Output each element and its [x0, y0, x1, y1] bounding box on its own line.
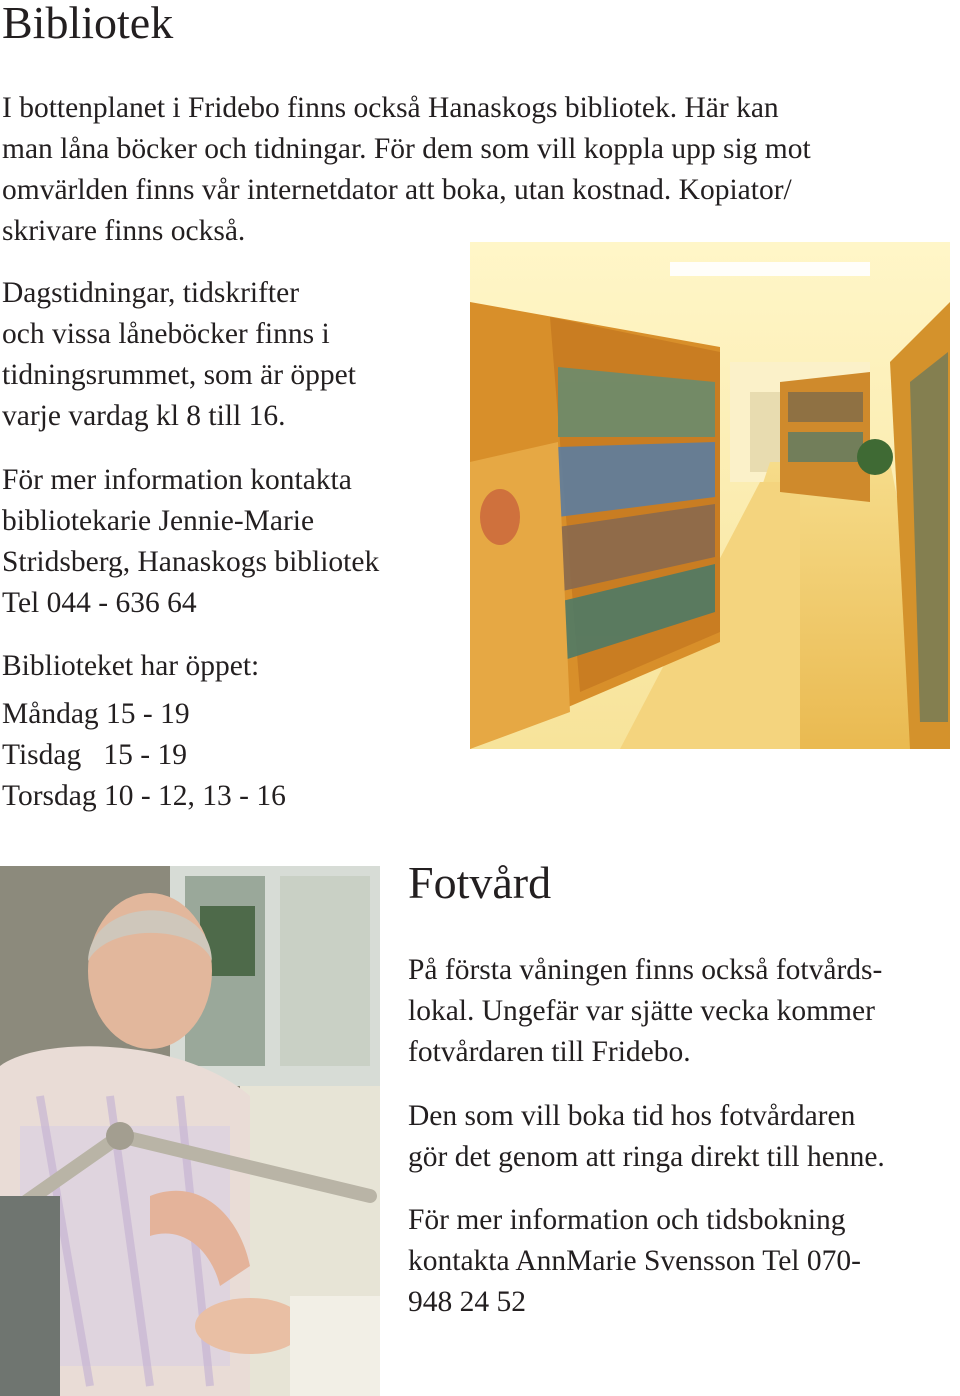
text-line: Den som vill boka tid hos fotvårdaren: [408, 1100, 856, 1132]
library-photo: [470, 242, 950, 749]
hours-heading: [2, 646, 259, 687]
text-line: Biblioteket har öppet:: [2, 650, 260, 682]
footcare-photo: [0, 866, 380, 1396]
library-heading: Bibliotek: [2, 0, 174, 48]
text-line: För mer information kontakta: [2, 464, 352, 496]
text-line: bibliotekarie Jennie-Marie: [2, 505, 315, 537]
text-line: omvärlden finns vår internetdator att boka, utan kostnad. Kopiator/: [2, 174, 792, 206]
text-line: gör det genom att ringa direkt till henne.: [408, 1141, 885, 1173]
opening-hours: [2, 694, 286, 817]
text-line: varje vardag kl 8 till 16.: [2, 400, 286, 432]
hours-line: Måndag 15 - 19: [2, 698, 190, 730]
text-line: och vissa låneböcker finns i: [2, 318, 330, 350]
library-shelves-image: [470, 242, 950, 749]
footcare-heading: Fotvård: [408, 857, 552, 908]
newspapers-paragraph: [2, 273, 356, 437]
hours-line: Tisdag 15 - 19: [2, 739, 187, 771]
text-line: Stridsberg, Hanaskogs bibliotek: [2, 546, 380, 578]
text-line: kontakta AnnMarie Svensson Tel 070-: [408, 1245, 861, 1277]
text-line: Dagstidningar, tidskrifter: [2, 277, 300, 309]
text-line: fotvårdaren till Fridebo.: [408, 1036, 691, 1068]
text-line: 948 24 52: [408, 1286, 526, 1318]
text-line: På första våningen finns också fotvårds-: [408, 954, 883, 986]
footcare-portrait-image: [0, 866, 380, 1396]
text-line: man låna böcker och tidningar. För dem som vill koppla upp sig mot: [2, 133, 811, 165]
hours-line: Torsdag 10 - 12, 13 - 16: [2, 780, 286, 812]
library-contact: [2, 460, 379, 624]
text-line: skrivare finns också.: [2, 215, 246, 247]
text-line: I bottenplanet i Fridebo finns också Hanaskogs bibliotek. Här kan: [2, 92, 779, 124]
text-line: lokal. Ungefär var sjätte vecka kommer: [408, 995, 875, 1027]
library-intro: [2, 88, 811, 252]
text-line: tidningsrummet, som är öppet: [2, 359, 356, 391]
text-line: För mer information och tidsbokning: [408, 1204, 846, 1236]
footcare-paragraph-2: [408, 1096, 885, 1178]
text-line: Tel 044 - 636 64: [2, 587, 197, 619]
footcare-paragraph-1: [408, 950, 882, 1073]
footcare-paragraph-3: [408, 1200, 861, 1323]
